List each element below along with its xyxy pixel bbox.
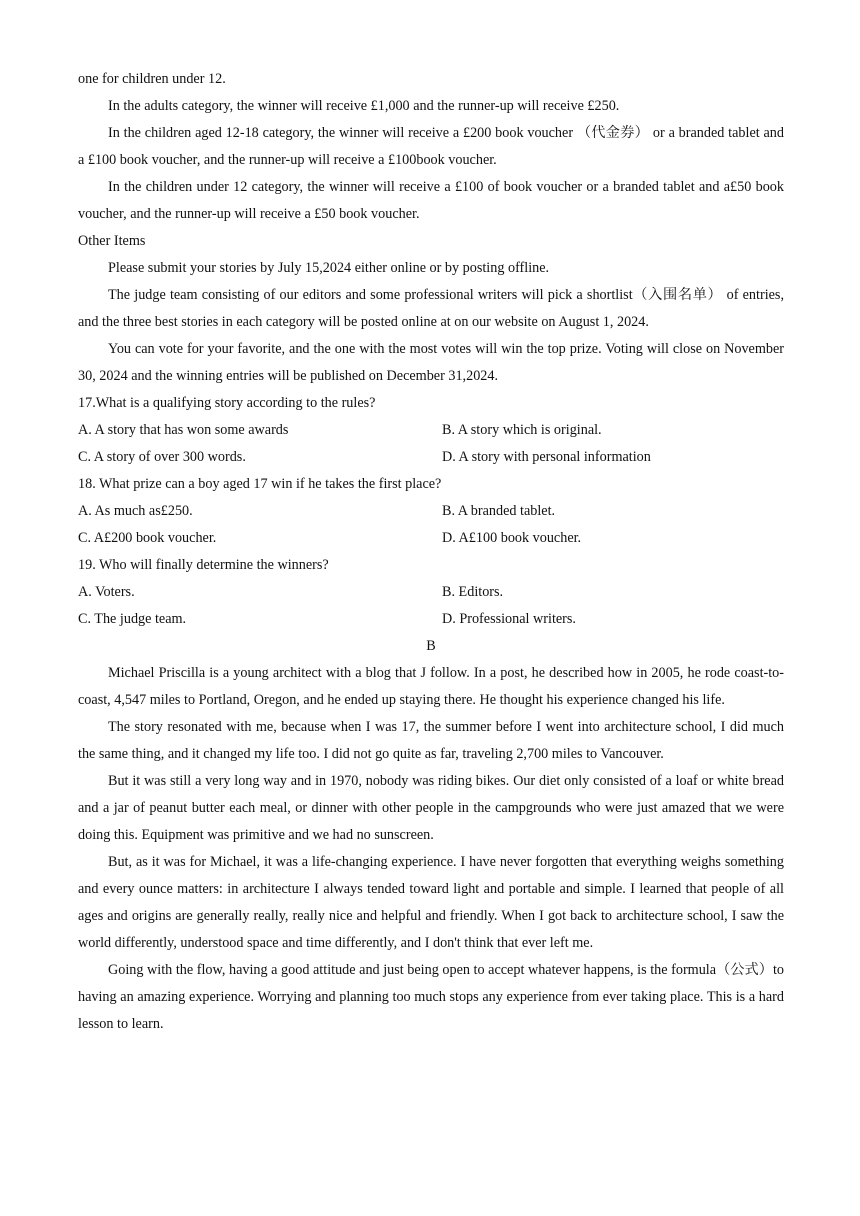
other-items-paragraph: The judge team consisting of our editors and some professional writers will pick a shortlist（入围名单） of entries, and the three best stories in each category will be posted online at on our website on August 1, 2024. <box>78 287 784 330</box>
prize-paragraph-adults: In the adults category, the winner will receive £1,000 and the runner-up will receive £250. <box>108 98 620 114</box>
passage-b-paragraph: But, as it was for Michael, it was a life-changing experience. I have never forgotten that everything weighs something and every ounce matters: in architecture I always tended toward light and portable and simple. I learned that people of all ages and origins are generally really, really nice and helpful and friendly. When I got back to architecture school, I saw the world differently, understood space and time differently, and I don't think that ever left me. <box>78 854 784 951</box>
prize-paragraph-under-12: In the children under 12 category, the winner will receive a £100 of book voucher or a branded tablet and a£50 book voucher, and the runner-up will receive a £50 book voucher. <box>78 179 784 222</box>
question-19-options <box>78 579 784 633</box>
option-d: D. A£100 book voucher. <box>442 530 582 546</box>
prize-paragraph-12-18: In the children aged 12-18 category, the winner will receive a £200 book voucher （代金券） or a branded tablet and a £100 book voucher, and the runner-up will receive a £100book voucher. <box>78 125 784 168</box>
option-a: A. A story that has won some awards <box>78 422 289 438</box>
other-items-paragraph: Please submit your stories by July 15,2024 either online or by posting offline. <box>108 260 550 276</box>
option-c: C. A£200 book voucher. <box>78 530 217 546</box>
question-18-options <box>78 498 784 552</box>
passage-b-paragraph: Michael Priscilla is a young architect with a blog that J follow. In a post, he described how in 2005, he rode coast-to-coast, 4,547 miles to Portland, Oregon, and he ended up staying there. He thought his experience changed his life. <box>78 665 784 708</box>
option-d: D. Professional writers. <box>442 611 576 627</box>
option-c: C. A story of over 300 words. <box>78 449 246 465</box>
option-b: B. Editors. <box>442 584 504 600</box>
passage-b-label: B <box>426 638 436 654</box>
option-b: B. A story which is original. <box>442 422 602 438</box>
option-d: D. A story with personal information <box>442 449 651 465</box>
passage-b-paragraph: The story resonated with me, because when I was 17, the summer before I went into architecture school, I did much the same thing, and it changed my life too. I did not go quite as far, traveling 2,700 miles to Vancouver. <box>78 719 784 762</box>
option-b: B. A branded tablet. <box>442 503 556 519</box>
document-page <box>78 66 784 1038</box>
other-items-heading: Other Items <box>78 233 146 249</box>
passage-b-paragraph: Going with the flow, having a good attitude and just being open to accept whatever happens, is the formula（公式）to having an amazing experience. Worrying and planning too much stops any experience from ever taking place. This is a hard lesson to learn. <box>78 962 784 1032</box>
question-19-stem: 19. Who will finally determine the winners? <box>78 557 329 573</box>
passage-b-paragraph: But it was still a very long way and in 1970, nobody was riding bikes. Our diet only consisted of a loaf or white bread and a jar of peanut butter each meal, or dinner with other people in the campgrounds who were just amazed that we were doing this. Equipment was primitive and we had no sunscreen. <box>78 773 784 843</box>
question-18-stem: 18. What prize can a boy aged 17 win if he takes the first place? <box>78 476 442 492</box>
option-c: C. The judge team. <box>78 611 187 627</box>
prize-paragraph-continuation: one for children under 12. <box>78 71 226 87</box>
question-17-stem: 17.What is a qualifying story according to the rules? <box>78 395 376 411</box>
question-17-options <box>78 417 784 471</box>
other-items-paragraph: You can vote for your favorite, and the one with the most votes will win the top prize. Voting will close on November 30, 2024 and the winning entries will be published on December 31,2024. <box>78 341 784 384</box>
option-a: A. Voters. <box>78 584 135 600</box>
option-a: A. As much as£250. <box>78 503 193 519</box>
